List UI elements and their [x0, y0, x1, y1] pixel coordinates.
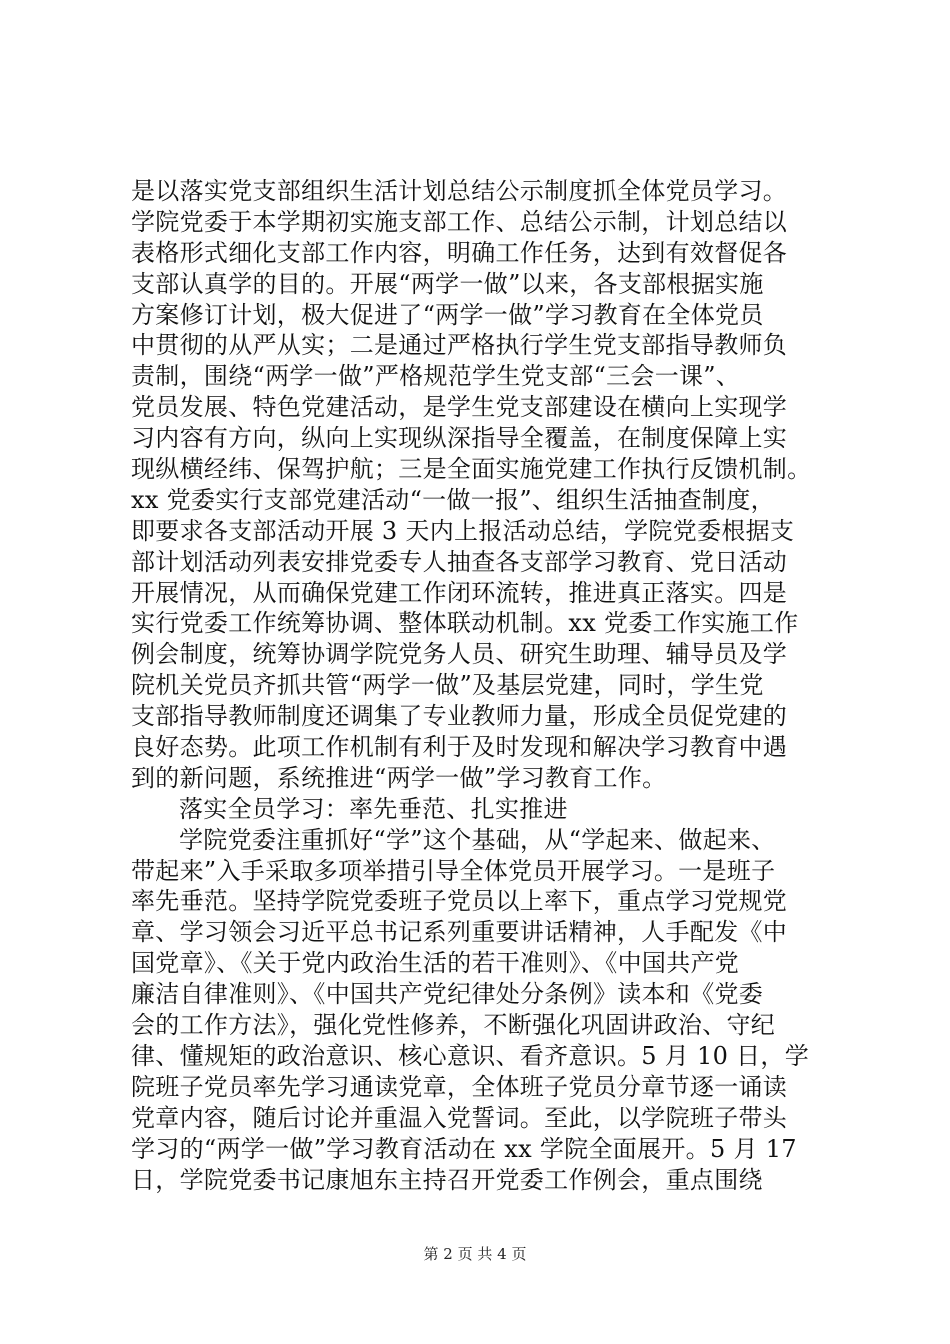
- text-line: 即要求各支部活动开展 3 天内上报活动总结，学院党委根据支: [131, 516, 795, 545]
- text-line: 学习的“两学一做”学习教育活动在 xx 学院全面展开。5 月 17: [131, 1134, 797, 1163]
- text-line: 廉洁自律准则》、《中国共产党纪律处分条例》读本和《党委: [131, 980, 764, 1009]
- text-line: 例会制度，统筹协调学院党务人员、研究生助理、辅导员及学: [131, 640, 788, 669]
- text-line: 会的工作方法》，强化党性修养，不断强化巩固讲政治、守纪: [131, 1011, 776, 1040]
- text-line: 支部认真学的目的。开展“两学一做”以来，各支部根据实施: [131, 269, 764, 298]
- text-line: 支部指导教师制度还调集了专业教师力量，形成全员促党建的: [131, 702, 788, 731]
- text-line: 责制，围绕“两学一做”严格规范学生党支部“三会一课”、: [131, 362, 741, 391]
- text-line: xx 党委实行支部党建活动“一做一报”、组织生活抽查制度，: [131, 485, 775, 514]
- text-line: 到的新问题，系统推进“两学一做”学习教育工作。: [131, 763, 667, 792]
- text-line: 率先垂范。坚持学院党委班子党员以上率下，重点学习党规党: [131, 887, 788, 916]
- section-heading: 落实全员学习：率先垂范、扎实推进: [179, 794, 568, 823]
- text-line: 带起来”入手采取多项举措引导全体党员开展学习。一是班子: [131, 856, 776, 885]
- text-line: 良好态势。此项工作机制有利于及时发现和解决学习教育中遇: [131, 733, 788, 762]
- text-line: 开展情况，从而确保党建工作闭环流转，推进真正落实。四是: [131, 578, 788, 607]
- page-number-footer: 第 2 页 共 4 页: [423, 1245, 527, 1263]
- text-line: 实行党委工作统筹协调、整体联动机制。xx 党委工作实施工作: [131, 609, 799, 638]
- text-line: 中贯彻的从严从实；二是通过严格执行学生党支部指导教师负: [131, 331, 788, 360]
- text-line: 表格形式细化支部工作内容，明确工作任务，达到有效督促各: [131, 238, 788, 267]
- text-line: 党员发展、特色党建活动，是学生党支部建设在横向上实现学: [131, 393, 788, 422]
- text-line: 是以落实党支部组织生活计划总结公示制度抓全体党员学习。: [131, 177, 788, 205]
- text-line: 章、学习领会习近平总书记系列重要讲话精神，人手配发《中: [131, 918, 788, 947]
- document-body: [131, 176, 841, 1195]
- text-line: 院班子党员率先学习通读党章，全体班子党员分章节逐一诵读: [131, 1072, 788, 1101]
- text-line: 国党章》、《关于党内政治生活的若干准则》、《中国共产党: [131, 949, 740, 978]
- text-line: 日，学院党委书记康旭东主持召开党委工作例会，重点围绕: [131, 1165, 763, 1194]
- text-line: 方案修订计划，极大促进了“两学一做”学习教育在全体党员: [131, 300, 764, 329]
- text-line: 党章内容，随后讨论并重温入党誓词。至此，以学院班子带头: [131, 1103, 788, 1132]
- text-line: 部计划活动列表安排党委专人抽查各支部学习教育、党日活动: [131, 547, 788, 576]
- text-line: 院机关党员齐抓共管“两学一做”及基层党建，同时，学生党: [131, 671, 764, 700]
- text-line: 学院党委注重抓好“学”这个基础，从“学起来、做起来、: [179, 825, 776, 854]
- text-line: 学院党委于本学期初实施支部工作、总结公示制，计划总结以: [131, 207, 788, 236]
- text-line: 习内容有方向，纵向上实现纵深指导全覆盖，在制度保障上实: [131, 424, 788, 453]
- text-line: 律、懂规矩的政治意识、核心意识、看齐意识。5 月 10 日，学: [131, 1041, 809, 1070]
- text-line: 现纵横经纬、保驾护航；三是全面实施党建工作执行反馈机制。: [131, 455, 812, 484]
